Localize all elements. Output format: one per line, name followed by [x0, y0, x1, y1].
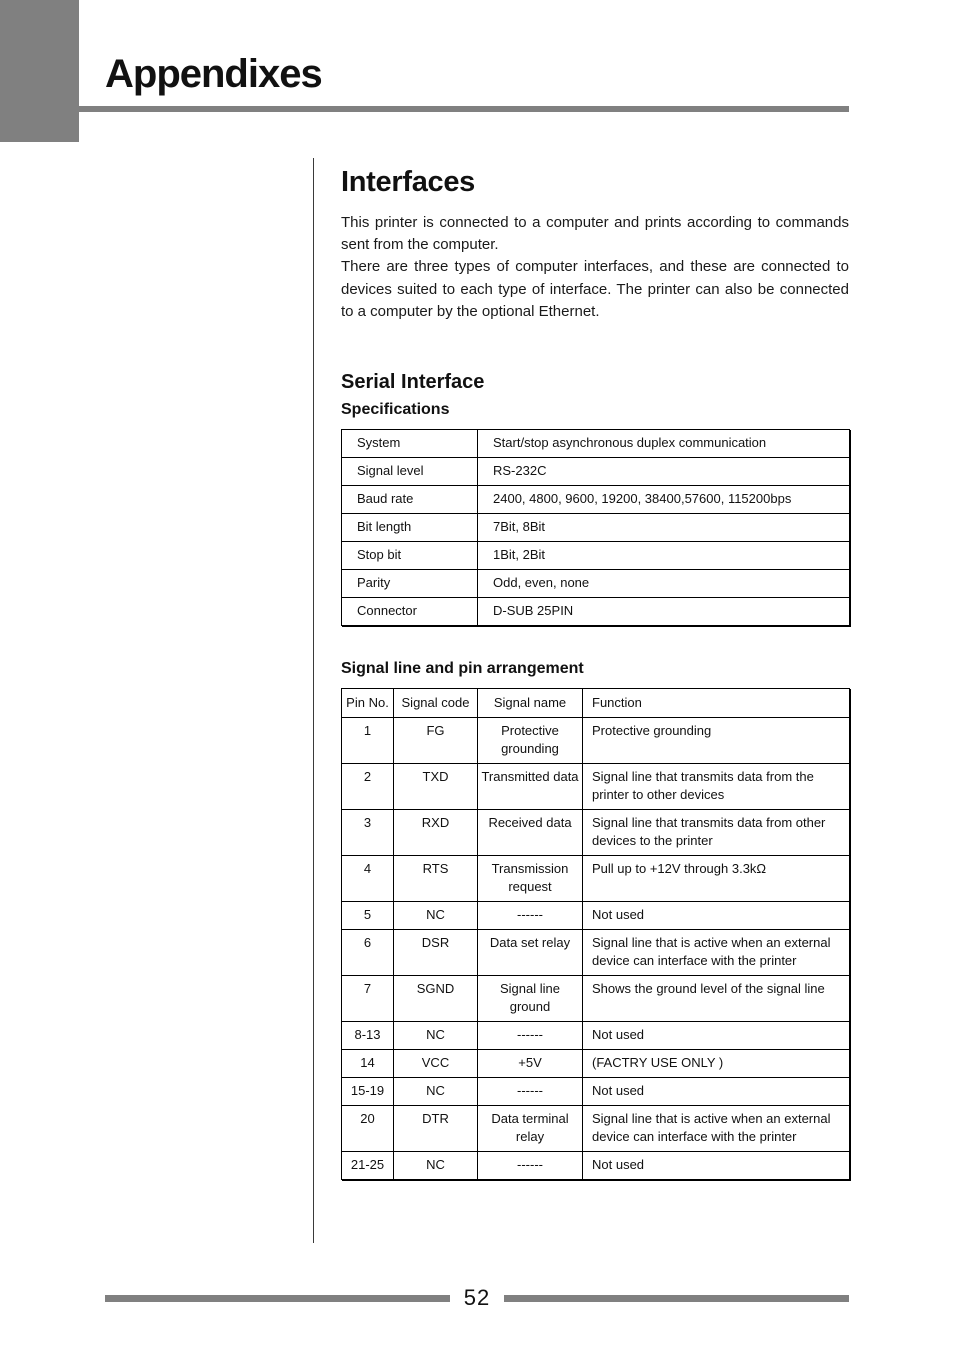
footer-rule-left: [105, 1295, 450, 1302]
column-divider: [313, 158, 314, 1243]
pin-number: 8-13: [342, 1022, 394, 1050]
specifications-table: [341, 429, 850, 626]
signal-name: ------: [478, 1022, 583, 1050]
intro-text: [341, 212, 849, 323]
signal-code: DSR: [394, 930, 478, 976]
signal-name: Data set relay: [478, 930, 583, 976]
pin-number: 1: [342, 718, 394, 764]
spec-row: [342, 570, 850, 598]
section-title: Interfaces: [341, 166, 476, 198]
page-number: 52: [463, 1285, 491, 1310]
column-header-signal-name: Signal name: [478, 689, 583, 718]
signal-name: Transmission request: [478, 856, 583, 902]
subsection-title: Serial Interface: [341, 371, 485, 393]
signal-function: Signal line that transmits data from other devices to the printer: [583, 810, 850, 856]
signal-function: Shows the ground level of the signal line: [583, 976, 850, 1022]
signal-function: Not used: [583, 1152, 850, 1180]
chapter-tab-block: [0, 0, 79, 142]
column-header-function: Function: [583, 689, 850, 718]
pin-number: 14: [342, 1050, 394, 1078]
spec-label: Baud rate: [342, 486, 478, 514]
spec-value: 1Bit, 2Bit: [478, 542, 850, 570]
pin-number: 3: [342, 810, 394, 856]
signal-name: ------: [478, 1078, 583, 1106]
chapter-title-rule: [79, 106, 849, 112]
spec-row: [342, 598, 850, 626]
spec-row: [342, 430, 850, 458]
spec-value: RS-232C: [478, 458, 850, 486]
signal-name: +5V: [478, 1050, 583, 1078]
pin-row: [342, 1050, 850, 1078]
spec-value: 7Bit, 8Bit: [478, 514, 850, 542]
signal-function: Pull up to +12V through 3.3kΩ: [583, 856, 850, 902]
pin-number: 5: [342, 902, 394, 930]
signal-function: Signal line that transmits data from the printer to other devices: [583, 764, 850, 810]
spec-label: Bit length: [342, 514, 478, 542]
signal-function: Protective grounding: [583, 718, 850, 764]
signal-code: NC: [394, 1022, 478, 1050]
pin-row: [342, 1152, 850, 1180]
pin-number: 7: [342, 976, 394, 1022]
pin-row: [342, 976, 850, 1022]
signal-name: Signal line ground: [478, 976, 583, 1022]
signal-name: ------: [478, 1152, 583, 1180]
signal-code: RXD: [394, 810, 478, 856]
column-header-pin-no: Pin No.: [342, 689, 394, 718]
signal-code: TXD: [394, 764, 478, 810]
spec-row: [342, 514, 850, 542]
signal-code: FG: [394, 718, 478, 764]
pin-row: [342, 1106, 850, 1152]
spec-row: [342, 542, 850, 570]
intro-paragraph: This printer is connected to a computer and prints according to commands sent from the computer.: [341, 214, 849, 254]
pin-number: 6: [342, 930, 394, 976]
pin-number: 2: [342, 764, 394, 810]
spec-row: [342, 458, 850, 486]
pin-number: 20: [342, 1106, 394, 1152]
pin-row: [342, 902, 850, 930]
signal-code: SGND: [394, 976, 478, 1022]
signal-name: ------: [478, 902, 583, 930]
signal-name: Received data: [478, 810, 583, 856]
signal-code: NC: [394, 1078, 478, 1106]
signal-function: Not used: [583, 1078, 850, 1106]
spec-value: 2400, 4800, 9600, 19200, 38400,57600, 115200bps: [478, 486, 850, 514]
spec-row: [342, 486, 850, 514]
pin-header-row: [342, 689, 850, 718]
pin-arrangement-table: [341, 688, 850, 1180]
chapter-title: Appendixes: [105, 52, 322, 96]
column-header-signal-code: Signal code: [394, 689, 478, 718]
signal-function: (FACTRY USE ONLY ): [583, 1050, 850, 1078]
pin-row: [342, 718, 850, 764]
signal-code: NC: [394, 902, 478, 930]
spec-label: Connector: [342, 598, 478, 626]
spec-value: Start/stop asynchronous duplex communication: [478, 430, 850, 458]
pin-row: [342, 930, 850, 976]
pin-number: 21-25: [342, 1152, 394, 1180]
signal-code: RTS: [394, 856, 478, 902]
specifications-heading: Specifications: [341, 401, 450, 418]
pin-row: [342, 1078, 850, 1106]
pin-number: 15-19: [342, 1078, 394, 1106]
signal-name: Protective grounding: [478, 718, 583, 764]
spec-label: System: [342, 430, 478, 458]
signal-code: DTR: [394, 1106, 478, 1152]
signal-function: Signal line that is active when an external device can interface with the printer: [583, 930, 850, 976]
signal-code: NC: [394, 1152, 478, 1180]
signal-function: Not used: [583, 902, 850, 930]
intro-paragraph: There are three types of computer interfaces, and these are connected to devices suited to each type of interface. The printer can also be connected to a computer by the optional Ethernet.: [341, 258, 849, 320]
pin-row: [342, 1022, 850, 1050]
spec-label: Signal level: [342, 458, 478, 486]
pin-row: [342, 764, 850, 810]
pin-row: [342, 810, 850, 856]
spec-value: Odd, even, none: [478, 570, 850, 598]
pin-arrangement-heading: Signal line and pin arrangement: [341, 660, 584, 677]
signal-name: Transmitted data: [478, 764, 583, 810]
spec-label: Parity: [342, 570, 478, 598]
pin-number: 4: [342, 856, 394, 902]
pin-row: [342, 856, 850, 902]
signal-function: Not used: [583, 1022, 850, 1050]
signal-code: VCC: [394, 1050, 478, 1078]
signal-name: Data terminal relay: [478, 1106, 583, 1152]
spec-label: Stop bit: [342, 542, 478, 570]
spec-value: D-SUB 25PIN: [478, 598, 850, 626]
footer-rule-right: [504, 1295, 849, 1302]
signal-function: Signal line that is active when an external device can interface with the printer: [583, 1106, 850, 1152]
